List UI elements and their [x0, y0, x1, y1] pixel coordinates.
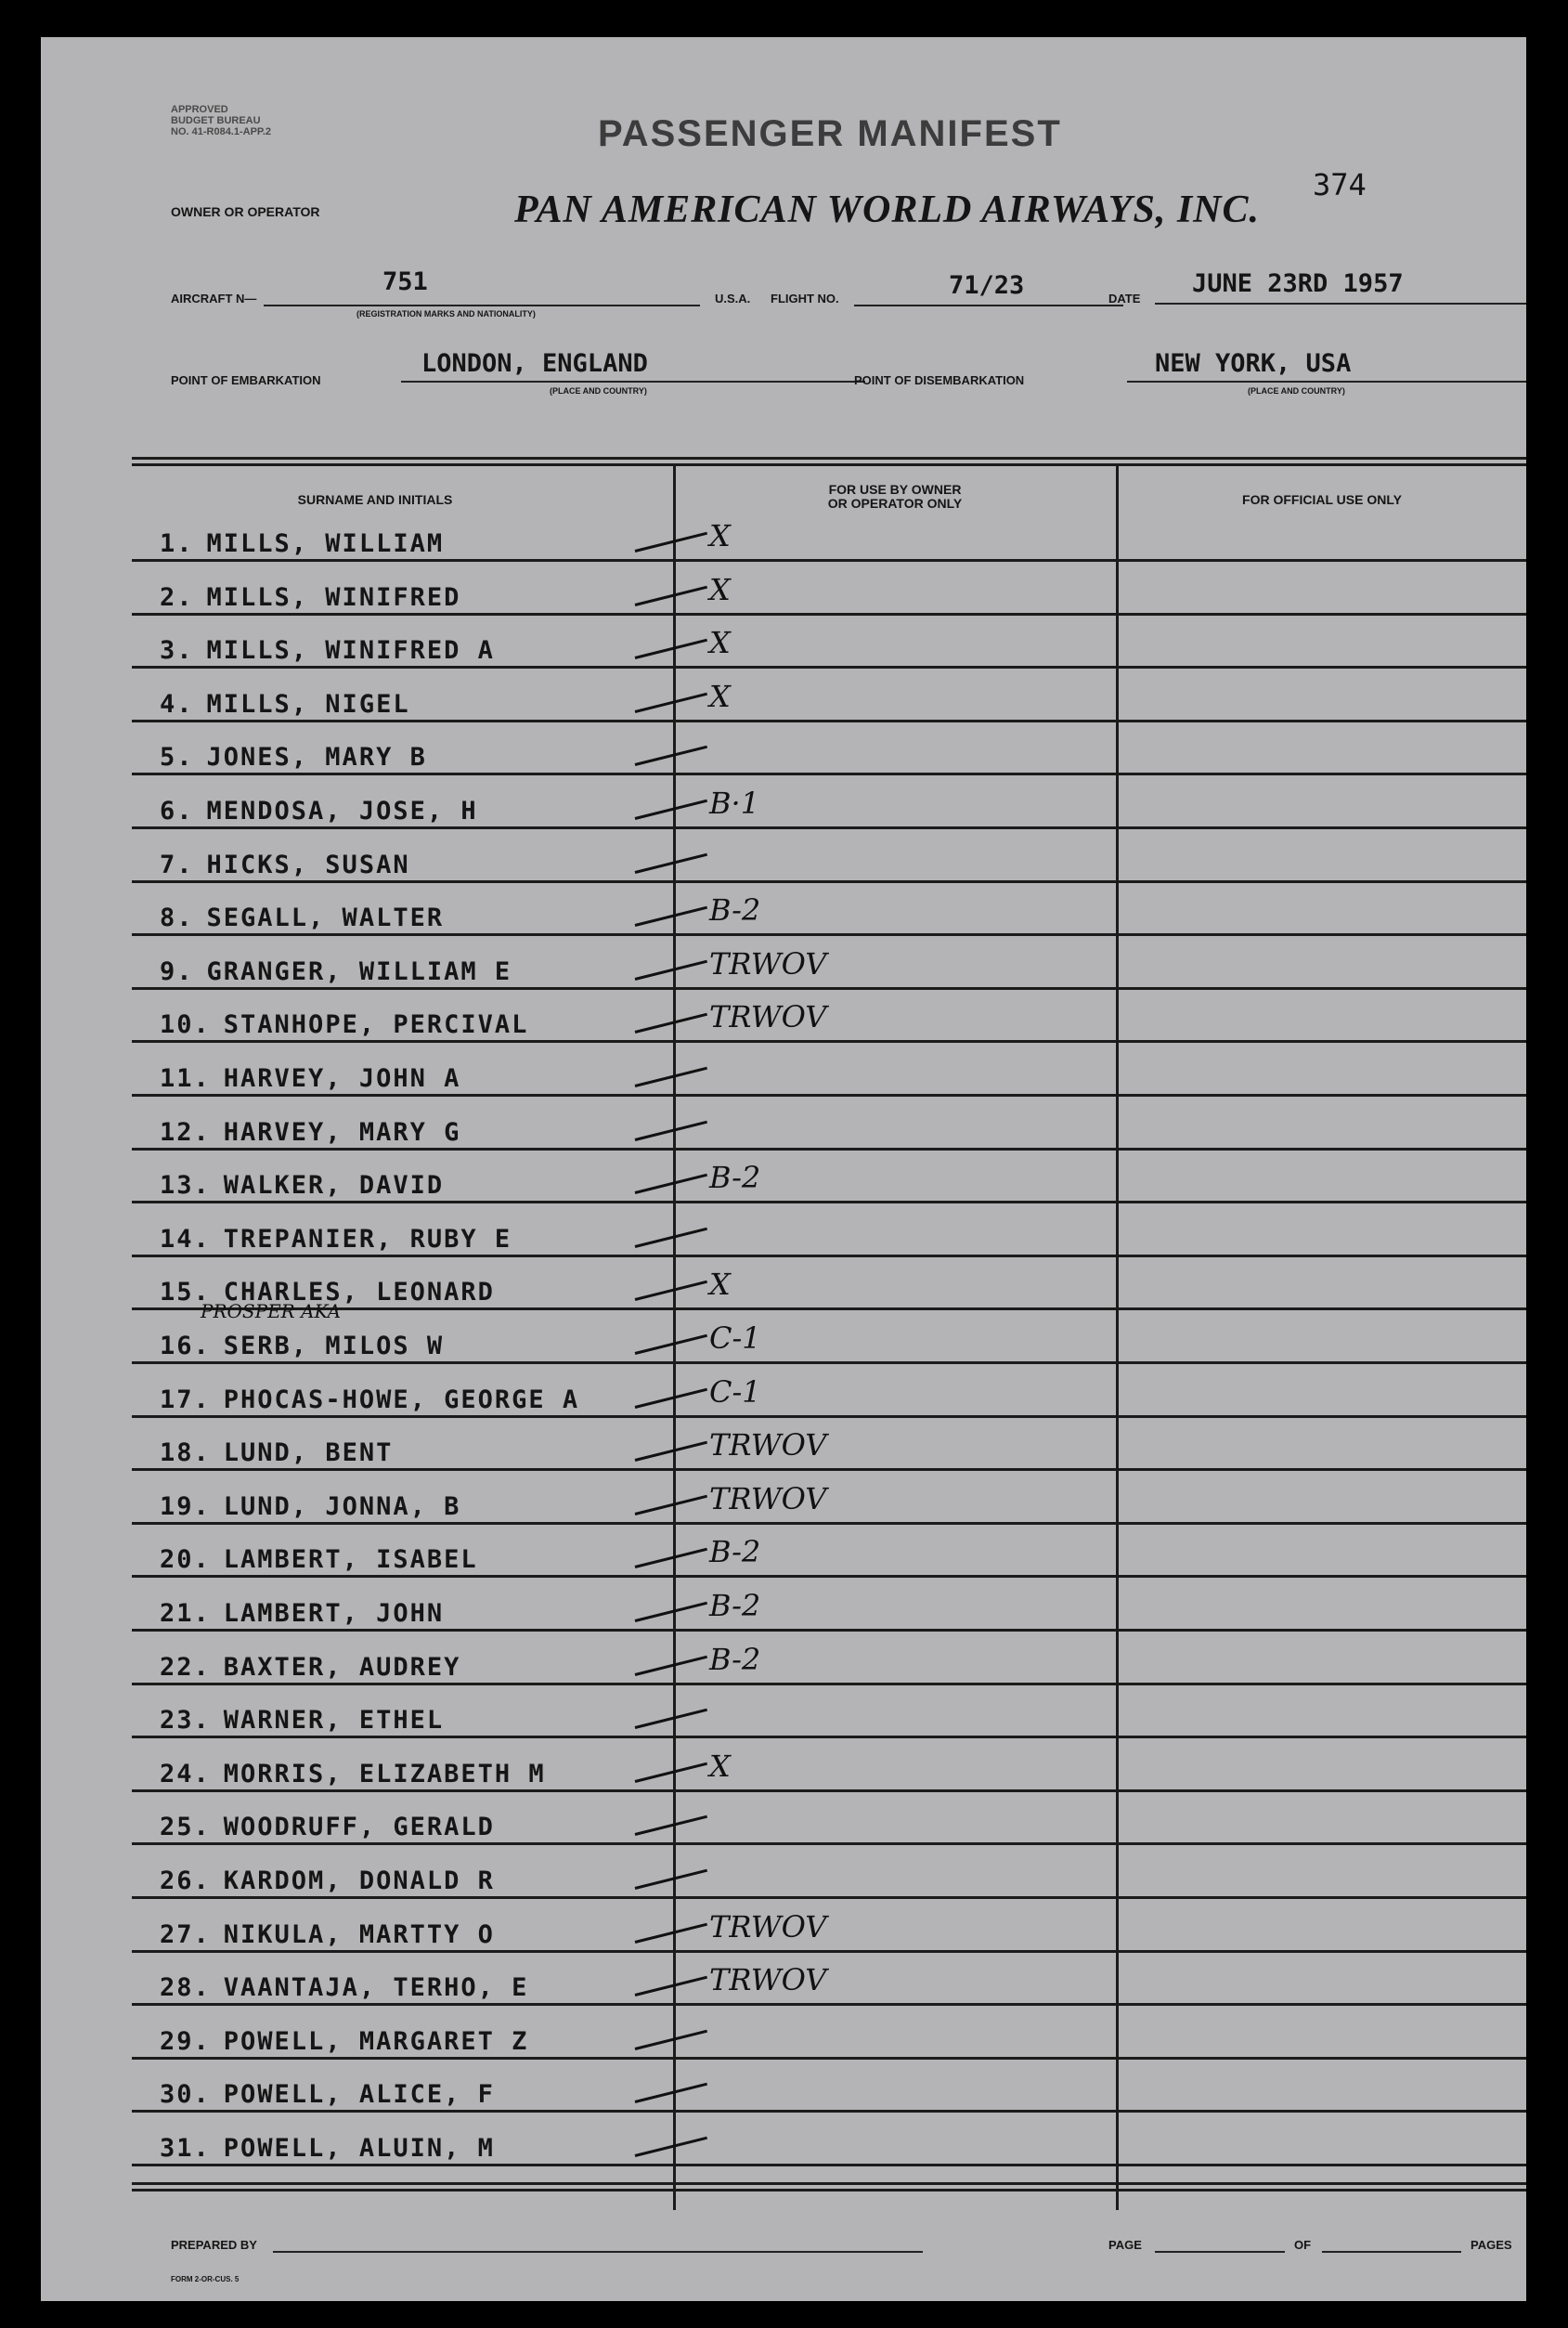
check-mark [635, 1013, 707, 1034]
row-rule [132, 1361, 1526, 1364]
row-rule [132, 1842, 1526, 1845]
passenger-name: MILLS, WINIFRED [206, 582, 461, 612]
passenger-row [160, 957, 512, 986]
usa-label: U.S.A. [715, 292, 751, 306]
row-rule [132, 559, 1526, 562]
owner-value: PAN AMERICAN WORLD AIRWAYS, INC. [514, 189, 1261, 231]
passenger-row [160, 851, 410, 879]
passenger-row [160, 1813, 495, 1841]
passenger-name: MORRIS, ELIZABETH M [223, 1759, 546, 1788]
column-header-owner-line: FOR USE BY OWNER [828, 482, 962, 497]
column-divider [1116, 466, 1119, 2210]
manifest-sheet [41, 37, 1526, 2301]
operator-note: TRWOV [709, 1427, 827, 1463]
aircraft-sublabel: (REGISTRATION MARKS AND NATIONALITY) [356, 309, 536, 319]
aircraft-label: AIRCRAFT N— [171, 292, 257, 306]
passenger-row [160, 1706, 444, 1735]
table-top-rule [132, 463, 1526, 466]
operator-note: B-2 [709, 1641, 761, 1677]
check-mark [635, 2083, 707, 2103]
page-label: PAGE [1108, 2238, 1142, 2252]
passenger-number: 30. [160, 2080, 211, 2110]
table-bottom-rule [132, 2189, 1526, 2191]
check-mark [635, 1869, 707, 1890]
check-mark [635, 1120, 707, 1140]
column-divider [673, 466, 676, 2210]
passenger-number: 12. [160, 1117, 211, 1147]
disembark-label: POINT OF DISEMBARKATION [854, 373, 1025, 387]
row-rule [132, 2057, 1526, 2060]
operator-note: B·1 [709, 786, 760, 821]
row-rule [132, 773, 1526, 775]
passenger-row [160, 1385, 579, 1414]
passenger-name: MILLS, WINIFRED A [206, 636, 495, 666]
passenger-number: 19. [160, 1491, 211, 1521]
passenger-name: LUND, JONNA, B [223, 1491, 461, 1521]
disembark-value: NEW YORK, USA [1155, 349, 1352, 378]
column-header-name: SURNAME AND INITIALS [297, 492, 453, 507]
operator-note: TRWOV [709, 1908, 827, 1944]
passenger-number: 2. [160, 582, 194, 612]
passenger-number: 15. [160, 1278, 211, 1307]
operator-note: X [709, 1748, 731, 1784]
date-value: JUNE 23RD 1957 [1192, 269, 1404, 298]
passenger-number: 29. [160, 2026, 211, 2056]
row-rule [132, 1896, 1526, 1899]
passenger-number: 17. [160, 1385, 211, 1414]
row-rule [132, 880, 1526, 883]
passenger-number: 5. [160, 743, 194, 773]
passenger-number: 22. [160, 1652, 211, 1682]
passenger-name: POWELL, ALUIN, M [223, 2134, 495, 2163]
row-rule [132, 1201, 1526, 1203]
check-mark [635, 1387, 707, 1408]
check-mark [635, 2137, 707, 2157]
passenger-name: KARDOM, DONALD R [223, 1866, 495, 1895]
operator-note: X [709, 678, 731, 714]
check-mark [635, 852, 707, 873]
row-rule [132, 1522, 1526, 1525]
operator-note: B-2 [709, 1160, 761, 1196]
form-number: FORM 2-OR-CUS. 5 [171, 2275, 240, 2283]
operator-note: X [709, 1267, 731, 1303]
passenger-row [160, 904, 444, 932]
table-bottom-rule [132, 2182, 1526, 2185]
passenger-row [160, 1545, 478, 1574]
passenger-name: JONES, MARY B [206, 743, 427, 773]
passenger-name: BAXTER, AUDREY [223, 1652, 461, 1682]
passenger-name: MILLS, NIGEL [206, 689, 410, 719]
passenger-number: 20. [160, 1545, 211, 1575]
passenger-row [160, 583, 460, 612]
row-rule [132, 2110, 1526, 2113]
embark-underline [401, 381, 865, 383]
check-mark [635, 1602, 707, 1622]
row-rule [132, 613, 1526, 616]
aircraft-value: 751 [382, 267, 428, 296]
passenger-number: 9. [160, 956, 194, 986]
passenger-number: 21. [160, 1599, 211, 1628]
passenger-row [160, 1653, 460, 1682]
passenger-name: NIKULA, MARTTY O [223, 1919, 495, 1949]
prepared-by-label: PREPARED BY [171, 2238, 257, 2252]
approval-stamp [171, 104, 271, 137]
passenger-number: 4. [160, 689, 194, 719]
handwritten-insert: PROSPER AKA [201, 1300, 342, 1322]
passenger-row [160, 1332, 444, 1360]
passenger-name: MENDOSA, JOSE, H [206, 797, 478, 826]
passenger-number: 11. [160, 1064, 211, 1093]
disembark-sublabel: (PLACE AND COUNTRY) [1248, 386, 1345, 396]
passenger-row [160, 2027, 528, 2056]
passenger-name: VAANTAJA, TERHO, E [223, 1973, 529, 2003]
check-mark [635, 800, 707, 820]
date-underline [1155, 303, 1526, 305]
check-mark [635, 2029, 707, 2049]
passenger-name: WOODRUFF, GERALD [223, 1813, 495, 1842]
operator-note: B-2 [709, 1588, 761, 1623]
date-label: DATE [1108, 292, 1141, 306]
of-label: OF [1294, 2238, 1312, 2252]
table-top-rule [132, 457, 1526, 460]
row-rule [132, 2003, 1526, 2006]
check-mark [635, 1067, 707, 1087]
passenger-name: LUND, BENT [223, 1438, 394, 1468]
passenger-number: 6. [160, 797, 194, 826]
check-mark [635, 692, 707, 712]
passenger-number: 28. [160, 1973, 211, 2003]
passenger-row [160, 797, 478, 826]
row-rule [132, 1789, 1526, 1792]
page-number: 374 [1313, 167, 1367, 202]
row-rule [132, 1468, 1526, 1471]
check-mark [635, 1762, 707, 1782]
passenger-row [160, 1492, 460, 1521]
operator-note: TRWOV [709, 1480, 827, 1516]
passenger-row [160, 2080, 495, 2109]
embark-label: POINT OF EMBARKATION [171, 373, 321, 387]
passenger-number: 7. [160, 850, 194, 879]
row-rule [132, 720, 1526, 722]
check-mark [635, 1281, 707, 1301]
passenger-name: HARVEY, JOHN A [223, 1064, 461, 1093]
page-line [1155, 2251, 1285, 2253]
check-mark [635, 1709, 707, 1729]
check-mark [635, 1334, 707, 1355]
column-header-owner-use [700, 483, 1090, 511]
check-mark [635, 532, 707, 553]
operator-note: B-2 [709, 892, 761, 929]
passenger-row [160, 1438, 393, 1467]
passenger-row [160, 1599, 444, 1628]
operator-note: X [709, 518, 731, 553]
prepared-by-line [273, 2251, 923, 2253]
operator-note: X [709, 571, 731, 607]
column-header-owner-line: OR OPERATOR ONLY [827, 496, 963, 511]
passenger-row [160, 1064, 460, 1093]
passenger-row [160, 2134, 495, 2163]
row-rule [132, 1415, 1526, 1418]
passenger-name: SERB, MILOS W [223, 1332, 445, 1360]
passenger-row [160, 690, 410, 719]
page-title: PASSENGER MANIFEST [598, 113, 1062, 154]
passenger-row [160, 636, 495, 665]
passenger-row [160, 1118, 460, 1147]
passenger-row [160, 1973, 528, 2002]
row-rule [132, 1307, 1526, 1310]
check-mark [635, 585, 707, 605]
check-mark [635, 1815, 707, 1836]
operator-note: TRWOV [709, 945, 827, 982]
passenger-row [160, 1920, 495, 1949]
operator-note: C-1 [709, 1320, 761, 1356]
of-line [1322, 2251, 1461, 2253]
passenger-row [160, 1010, 528, 1039]
passenger-name: WALKER, DAVID [223, 1171, 445, 1201]
row-rule [132, 1094, 1526, 1097]
passenger-name: TREPANIER, RUBY E [223, 1224, 512, 1254]
passenger-number: 10. [160, 1010, 211, 1040]
operator-note: C-1 [709, 1373, 761, 1410]
passenger-number: 26. [160, 1866, 211, 1895]
row-rule [132, 666, 1526, 669]
flight-label: FLIGHT NO. [771, 292, 839, 306]
operator-note: B-2 [709, 1534, 761, 1570]
passenger-name: POWELL, MARGARET Z [223, 2026, 529, 2056]
embark-value: LONDON, ENGLAND [421, 349, 648, 378]
passenger-row [160, 1171, 444, 1200]
check-mark [635, 906, 707, 927]
passenger-number: 14. [160, 1224, 211, 1254]
passenger-row [160, 1760, 546, 1788]
passenger-number: 27. [160, 1919, 211, 1949]
check-mark [635, 1655, 707, 1675]
passenger-number: 18. [160, 1438, 211, 1468]
passenger-name: LAMBERT, ISABEL [223, 1545, 478, 1575]
check-mark [635, 1976, 707, 1996]
flight-underline [854, 305, 1123, 306]
operator-note: TRWOV [709, 999, 827, 1035]
passenger-name: STANHOPE, PERCIVAL [223, 1010, 529, 1040]
owner-label: OWNER OR OPERATOR [171, 204, 320, 219]
check-mark [635, 1441, 707, 1462]
check-mark [635, 1494, 707, 1515]
passenger-number: 16. [160, 1332, 211, 1360]
passenger-number: 8. [160, 904, 194, 933]
row-rule [132, 1950, 1526, 1953]
passenger-name: PHOCAS-HOWE, GEORGE A [223, 1385, 580, 1414]
passenger-number: 13. [160, 1171, 211, 1201]
passenger-row [160, 529, 444, 558]
operator-note: TRWOV [709, 1962, 827, 1998]
row-rule [132, 987, 1526, 990]
passenger-number: 23. [160, 1706, 211, 1736]
passenger-number: 31. [160, 2134, 211, 2163]
passenger-number: 1. [160, 529, 194, 558]
passenger-number: 24. [160, 1759, 211, 1788]
embark-sublabel: (PLACE AND COUNTRY) [550, 386, 647, 396]
passenger-name: CHARLES, LEONARD [223, 1278, 495, 1307]
column-header-official: FOR OFFICIAL USE ONLY [1242, 492, 1402, 507]
check-mark [635, 1922, 707, 1943]
passenger-name: HARVEY, MARY G [223, 1117, 461, 1147]
check-mark [635, 959, 707, 980]
passenger-name: HICKS, SUSAN [206, 850, 410, 879]
pages-label: PAGES [1471, 2238, 1512, 2252]
row-rule [132, 1736, 1526, 1738]
passenger-number: 25. [160, 1813, 211, 1842]
row-rule [132, 933, 1526, 936]
passenger-name: POWELL, ALICE, F [223, 2080, 495, 2110]
row-rule [132, 2164, 1526, 2166]
stamp-line: BUDGET BUREAU [171, 115, 261, 126]
passenger-name: GRANGER, WILLIAM E [206, 956, 512, 986]
check-mark [635, 1174, 707, 1194]
check-mark [635, 1548, 707, 1568]
row-rule [132, 1575, 1526, 1578]
stamp-line: APPROVED [171, 104, 228, 115]
row-rule [132, 1683, 1526, 1685]
row-rule [132, 1040, 1526, 1043]
passenger-name: SEGALL, WALTER [206, 904, 445, 933]
row-rule [132, 1148, 1526, 1151]
stamp-line: NO. 41-R084.1-APP.2 [171, 126, 272, 137]
passenger-row [160, 743, 427, 772]
check-mark [635, 746, 707, 766]
row-rule [132, 1255, 1526, 1257]
row-rule [132, 826, 1526, 829]
passenger-row [160, 1866, 495, 1895]
disembark-underline [1127, 381, 1526, 383]
passenger-name: WARNER, ETHEL [223, 1706, 445, 1736]
passenger-number: 3. [160, 636, 194, 666]
flight-value: 71/23 [949, 271, 1025, 300]
passenger-row [160, 1225, 512, 1254]
row-rule [132, 1629, 1526, 1632]
passenger-name: MILLS, WILLIAM [206, 529, 445, 558]
check-mark [635, 639, 707, 659]
aircraft-underline [264, 305, 700, 306]
check-mark [635, 1227, 707, 1247]
passenger-name: LAMBERT, JOHN [223, 1599, 445, 1628]
operator-note: X [709, 625, 731, 661]
